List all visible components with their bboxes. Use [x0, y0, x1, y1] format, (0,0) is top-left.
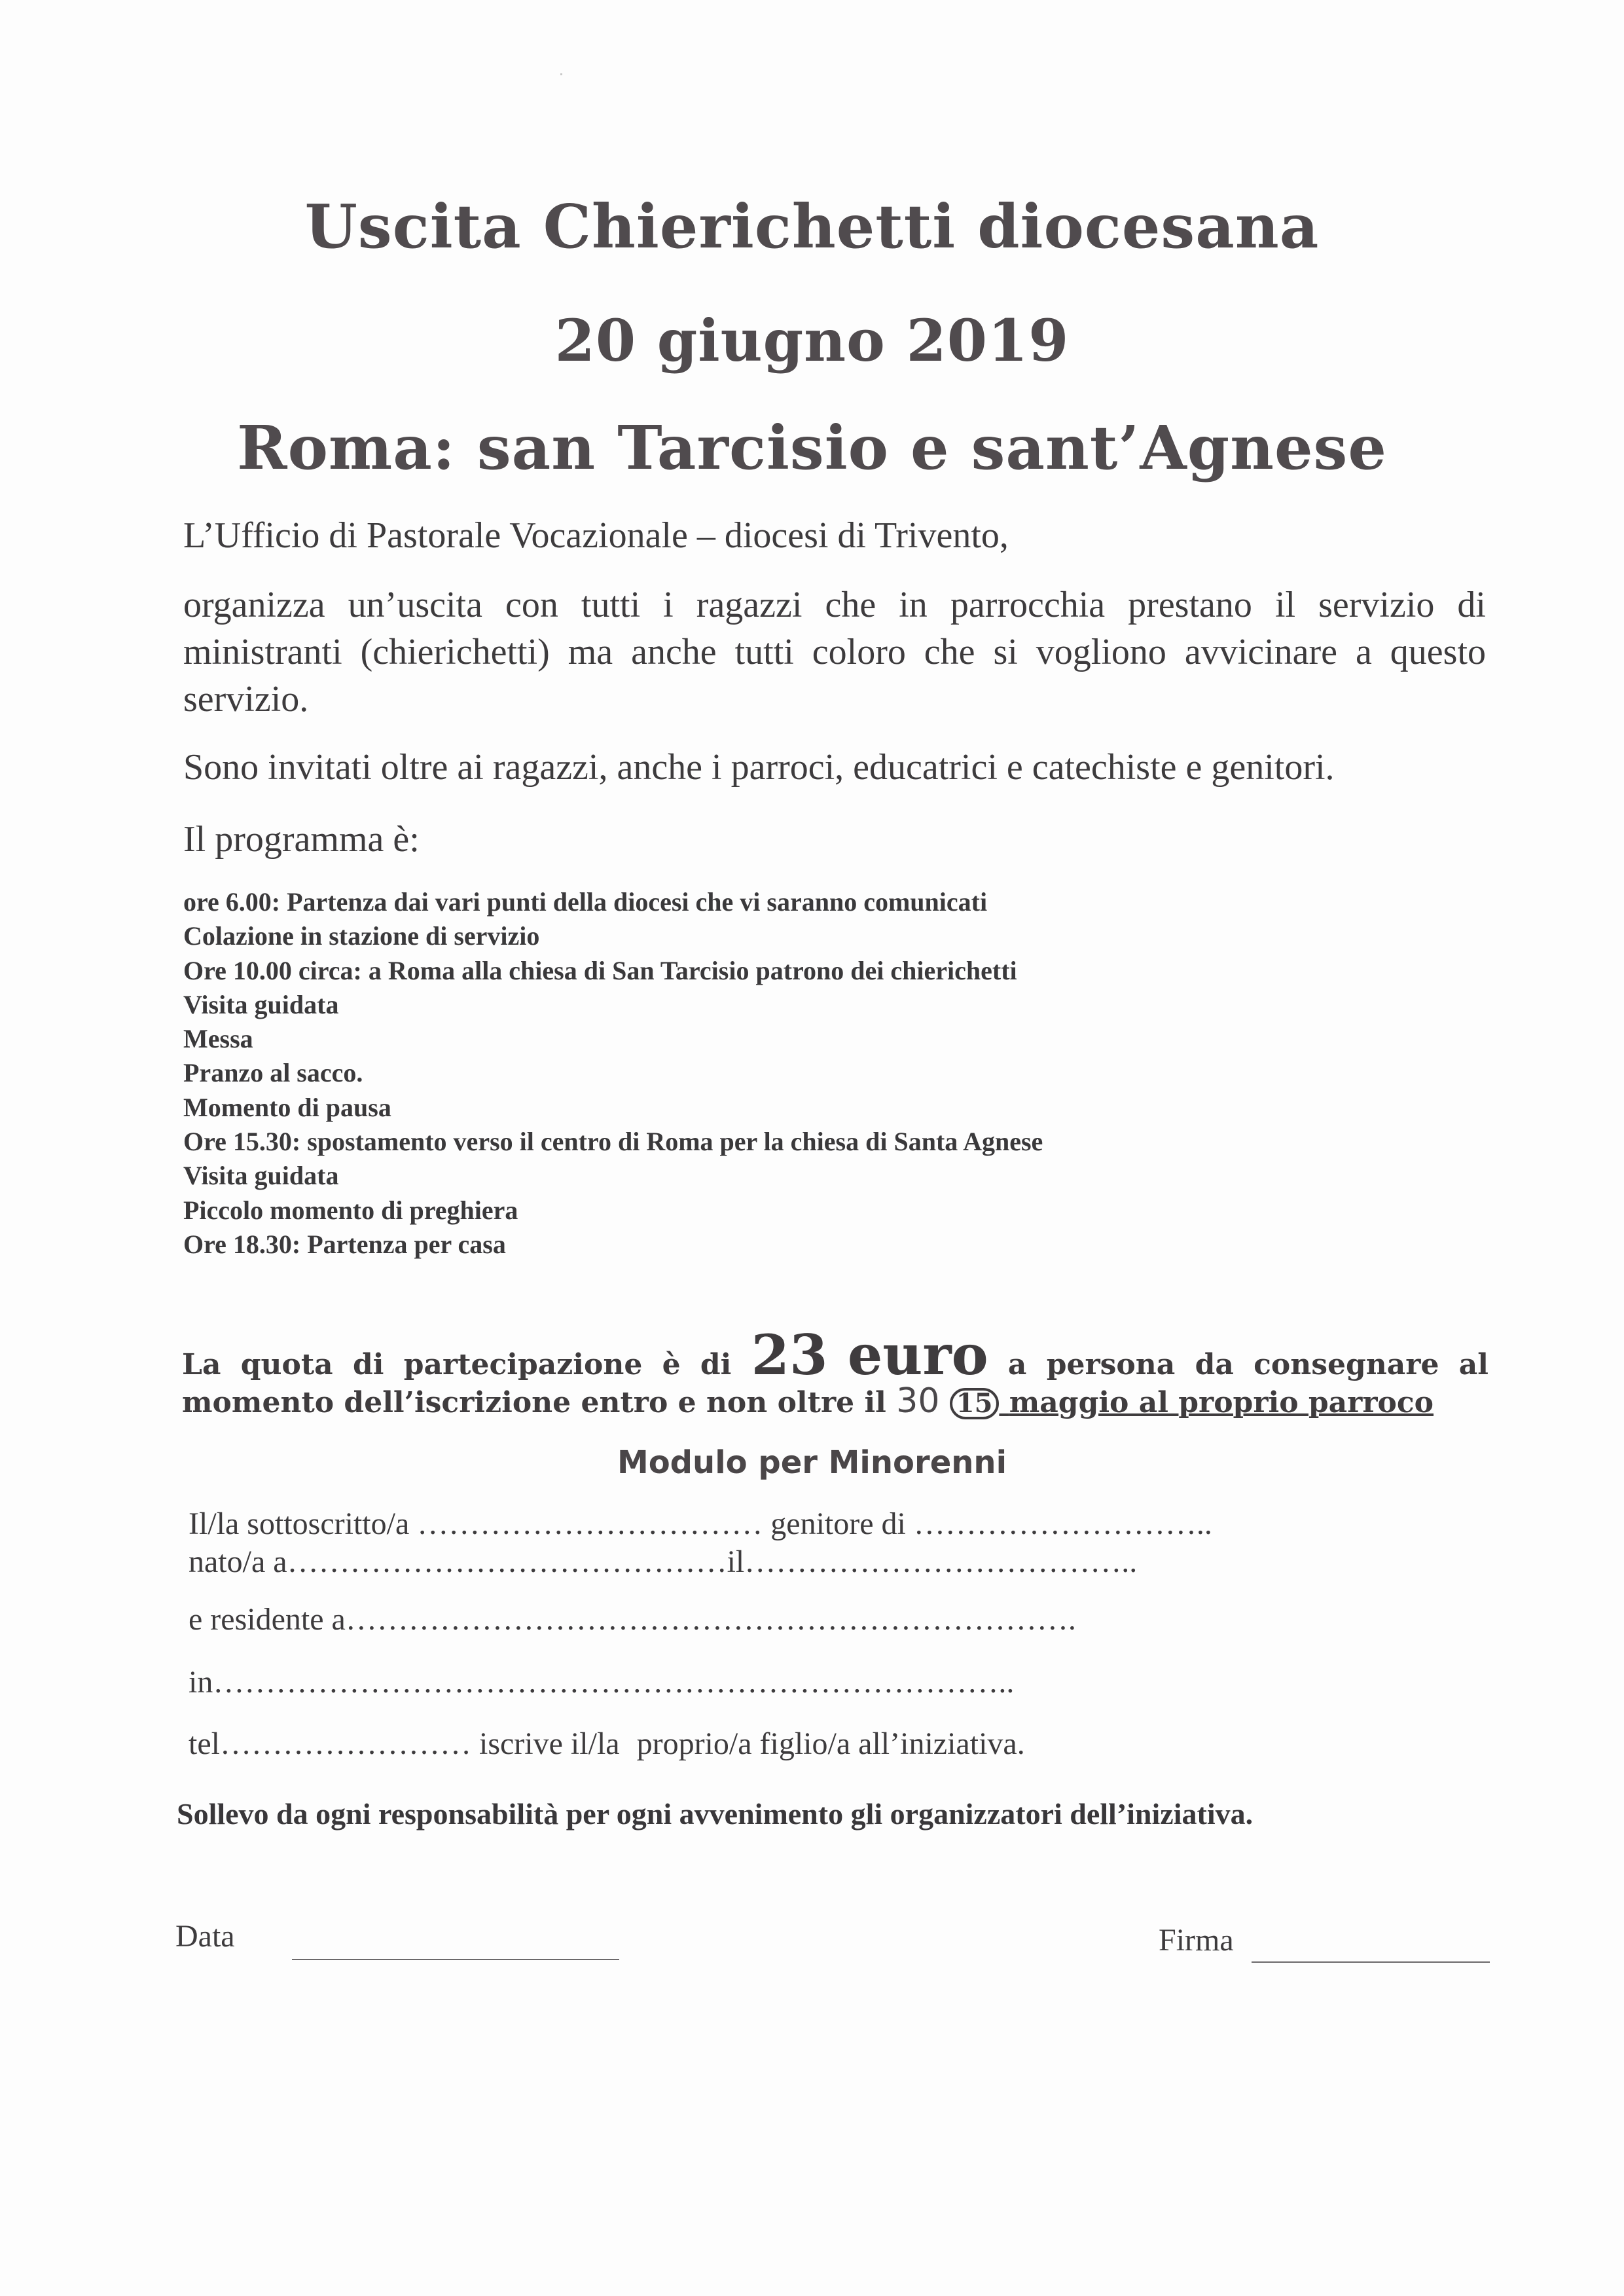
form-line-residence	[189, 1601, 1491, 1637]
schedule-item: Colazione in stazione di servizio	[183, 921, 540, 951]
fee-currency: euro	[847, 1322, 988, 1387]
fee-word: persona	[1046, 1348, 1176, 1381]
fee-word: quota	[240, 1348, 333, 1381]
fee-word: partecipazione	[403, 1348, 643, 1381]
schedule-item: Piccolo momento di preghiera	[183, 1195, 518, 1225]
label-in: in	[189, 1665, 213, 1700]
document-title: Uscita Chierichetti diocesana	[304, 191, 1320, 262]
fee-deadline-suffix	[950, 1386, 1434, 1419]
field-child-name[interactable]: ………………………..	[913, 1506, 1212, 1541]
form-line-phone	[189, 1726, 1491, 1762]
field-address[interactable]: …………………………………………………………………..	[213, 1665, 1015, 1700]
schedule-item: ore 6.00: Partenza dai vari punti della diocesi che vi saranno comunicati	[183, 887, 988, 917]
handwritten-day: 30	[896, 1381, 940, 1421]
fee-word: di	[700, 1348, 732, 1381]
fee-word: di	[352, 1348, 384, 1381]
fee-word: al	[1458, 1348, 1489, 1381]
struck-day: 15	[950, 1388, 1000, 1419]
signature-label: Firma	[1159, 1923, 1234, 1958]
label-phone: tel	[189, 1726, 220, 1761]
label-undersigned: Il/la sottoscritto/a	[189, 1506, 410, 1541]
schedule-item: Ore 10.00 circa: a Roma alla chiesa di San Tarcisio patrono dei chierichetti	[183, 955, 1017, 985]
field-residence[interactable]: …………………………………………………………….	[345, 1602, 1076, 1637]
date-label: Data	[175, 1919, 235, 1954]
fee-word: a	[1007, 1348, 1027, 1381]
schedule-list	[183, 885, 1486, 1262]
label-parent-of: genitore di	[770, 1506, 906, 1541]
fee-paragraph	[182, 1322, 1489, 1427]
form-line-address	[189, 1664, 1491, 1700]
enrolls-text: iscrive il/la	[478, 1726, 620, 1761]
fee-word: La	[182, 1348, 221, 1381]
fee-word: da	[1195, 1348, 1234, 1381]
enrolls-text-b: proprio/a figlio/a all’iniziativa.	[636, 1726, 1025, 1761]
schedule-item: Ore 18.30: Partenza per casa	[183, 1229, 506, 1259]
schedule-item: Pranzo al sacco.	[183, 1058, 363, 1088]
fee-line-1	[182, 1322, 1489, 1387]
event-destination: Roma: san Tarcisio e sant’Agnese	[237, 412, 1387, 483]
schedule-item: Messa	[183, 1024, 253, 1054]
field-birthplace[interactable]: ……………………………………	[287, 1544, 727, 1579]
date-field[interactable]	[292, 1959, 619, 1960]
event-date: 20 giugno 2019	[554, 306, 1070, 374]
field-undersigned[interactable]: ……………………………	[417, 1506, 763, 1541]
fee-deadline-prefix: momento dell’iscrizione entro e non oltre il	[182, 1386, 886, 1419]
label-resident-in: e residente a	[189, 1602, 346, 1637]
signature-field[interactable]	[1252, 1961, 1490, 1963]
label-on: il	[727, 1544, 745, 1579]
field-phone[interactable]: ……………………	[219, 1726, 471, 1761]
organizes-paragraph: organizza un’uscita con tutti i ragazzi che in parrocchia prestano il servizio di ministranti (chierichetti) ma anche tutti coloro che si vogliono avvicinare a questo servizio.	[183, 585, 1486, 720]
fee-line-2	[182, 1381, 1489, 1427]
fee-deadline-text: maggio al proprio parroco	[1009, 1386, 1434, 1419]
label-born-in: nato/a a	[189, 1544, 287, 1579]
form-line-birth	[189, 1544, 1491, 1580]
schedule-item: Visita guidata	[183, 989, 339, 1019]
office-line: L’Ufficio di Pastorale Vocazionale – diocesi di Trivento,	[183, 515, 1009, 556]
fee-amount: 23	[751, 1322, 828, 1387]
program-intro: Il programma è:	[183, 819, 420, 860]
form-title: Modulo per Minorenni	[617, 1444, 1007, 1481]
fee-word: è	[662, 1348, 681, 1381]
liability-disclaimer: Sollevo da ogni responsabilità per ogni avvenimento gli organizzatori dell’iniziativa.	[177, 1797, 1254, 1831]
schedule-item: Visita guidata	[183, 1161, 339, 1191]
invited-paragraph: Sono invitati oltre ai ragazzi, anche i parroci, educatrici e catechiste e genitori.	[183, 747, 1335, 788]
form-line-parent	[189, 1506, 1491, 1542]
schedule-item: Ore 15.30: spostamento verso il centro di Roma per la chiesa di Santa Agnese	[183, 1127, 1043, 1157]
schedule-item: Momento di pausa	[183, 1092, 391, 1122]
fee-word: consegnare	[1254, 1348, 1439, 1381]
field-birthdate[interactable]: ………………………………..	[744, 1544, 1138, 1579]
scan-speck	[560, 73, 562, 75]
